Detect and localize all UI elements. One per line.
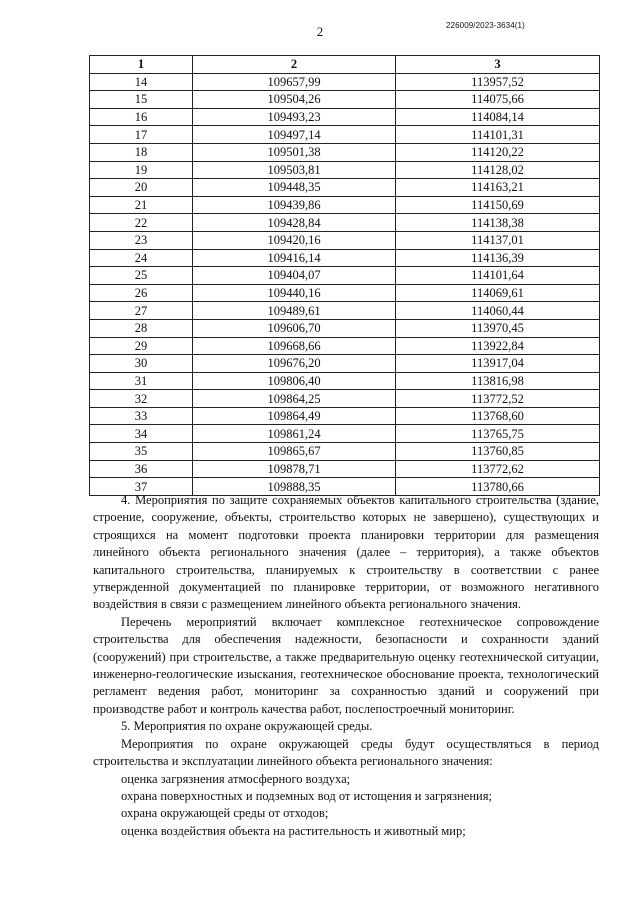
table-row [90, 143, 600, 161]
point-number-cell: 20 [90, 179, 193, 197]
point-number-cell: 19 [90, 161, 193, 179]
x-coordinate-cell: 109865,67 [193, 443, 396, 461]
point-number-cell: 26 [90, 284, 193, 302]
x-coordinate-cell: 109439,86 [193, 196, 396, 214]
x-coordinate-cell: 109864,49 [193, 407, 396, 425]
column-header: 2 [193, 56, 396, 74]
column-header: 3 [396, 56, 600, 74]
point-number-cell: 34 [90, 425, 193, 443]
x-coordinate-cell: 109404,07 [193, 267, 396, 285]
x-coordinate-cell: 109861,24 [193, 425, 396, 443]
point-number-cell: 15 [90, 91, 193, 109]
table-row [90, 355, 600, 373]
point-number-cell: 18 [90, 143, 193, 161]
point-number-cell: 28 [90, 319, 193, 337]
y-coordinate-cell: 114128,02 [396, 161, 600, 179]
x-coordinate-cell: 109676,20 [193, 355, 396, 373]
point-number-cell: 24 [90, 249, 193, 267]
x-coordinate-cell: 109657,99 [193, 73, 396, 91]
point-number-cell: 14 [90, 73, 193, 91]
point-number-cell: 29 [90, 337, 193, 355]
table-row [90, 337, 600, 355]
y-coordinate-cell: 114101,64 [396, 267, 600, 285]
y-coordinate-cell: 113772,62 [396, 460, 600, 478]
x-coordinate-cell: 109420,16 [193, 231, 396, 249]
y-coordinate-cell: 113780,66 [396, 478, 600, 496]
table-row [90, 425, 600, 443]
table-row [90, 231, 600, 249]
point-number-cell: 25 [90, 267, 193, 285]
point-number-cell: 23 [90, 231, 193, 249]
table-row [90, 443, 600, 461]
y-coordinate-cell: 113760,85 [396, 443, 600, 461]
point-number-cell: 21 [90, 196, 193, 214]
x-coordinate-cell: 109668,66 [193, 337, 396, 355]
x-coordinate-cell: 109448,35 [193, 179, 396, 197]
y-coordinate-cell: 114163,21 [396, 179, 600, 197]
y-coordinate-cell: 113765,75 [396, 425, 600, 443]
table-row [90, 196, 600, 214]
y-coordinate-cell: 114150,69 [396, 196, 600, 214]
list-item: оценка загрязнения атмосферного воздуха; [121, 771, 351, 786]
point-number-cell: 30 [90, 355, 193, 373]
point-number-cell: 32 [90, 390, 193, 408]
list-item: охрана окружающей среды от отходов; [121, 806, 329, 821]
table-row [90, 126, 600, 144]
table-row [90, 302, 600, 320]
table-row [90, 460, 600, 478]
point-number-cell: 22 [90, 214, 193, 232]
table-row [90, 284, 600, 302]
y-coordinate-cell: 113816,98 [396, 372, 600, 390]
paragraph-protection-measures: 4. Мероприятия по защите сохраняемых объектов капитального строительства (здание, строение, сооружение, объекты, строительство которых не завершено), существующих и строящихся на момент подготовки проекта планировки территории для размещения линейного объекта регионального значения (далее – территория), а также объектов капитального строительства, планируемых к строительству в соответствии с ранее утвержденной документацией по планировке территории, от возможного негативного воздействия в связи с размещением линейного объекта регионального значения. [93, 493, 599, 612]
point-number-cell: 16 [90, 108, 193, 126]
point-number-cell: 17 [90, 126, 193, 144]
x-coordinate-cell: 109497,14 [193, 126, 396, 144]
table-row [90, 249, 600, 267]
table-header-row [90, 56, 600, 74]
list-item: охрана поверхностных и подземных вод от истощения и загрязнения; [121, 788, 492, 803]
point-number-cell: 31 [90, 372, 193, 390]
y-coordinate-cell: 113922,84 [396, 337, 600, 355]
document-id: 226009/2023-3634(1) [446, 21, 525, 30]
x-coordinate-cell: 109428,84 [193, 214, 396, 232]
y-coordinate-cell: 114084,14 [396, 108, 600, 126]
x-coordinate-cell: 109501,38 [193, 143, 396, 161]
table-row [90, 390, 600, 408]
table-row [90, 179, 600, 197]
coordinates-table [89, 55, 600, 496]
table-row [90, 407, 600, 425]
table-row [90, 73, 600, 91]
y-coordinate-cell: 114075,66 [396, 91, 600, 109]
point-number-cell: 35 [90, 443, 193, 461]
y-coordinate-cell: 113957,52 [396, 73, 600, 91]
paragraph-measures-list: Перечень мероприятий включает комплексное геотехническое сопровождение строительства для обеспечения надежности, безопасности и сохранности зданий (сооружений) при строительстве, а также предварительную оценку геотехнической ситуации, инженерно-геологические изыскания, геотехническое обоснование проекта, технологический регламент ведения работ, мониторинг за сохранностью зданий и сооружений при производстве работ и контроль качества работ, послепостроечный мониторинг. [93, 614, 599, 716]
table-row [90, 319, 600, 337]
y-coordinate-cell: 113772,52 [396, 390, 600, 408]
y-coordinate-cell: 114136,39 [396, 249, 600, 267]
y-coordinate-cell: 114137,01 [396, 231, 600, 249]
table-row [90, 91, 600, 109]
y-coordinate-cell: 114101,31 [396, 126, 600, 144]
point-number-cell: 27 [90, 302, 193, 320]
x-coordinate-cell: 109416,14 [193, 249, 396, 267]
column-header: 1 [90, 56, 193, 74]
table-row [90, 372, 600, 390]
point-number-cell: 37 [90, 478, 193, 496]
y-coordinate-cell: 114060,44 [396, 302, 600, 320]
x-coordinate-cell: 109864,25 [193, 390, 396, 408]
x-coordinate-cell: 109493,23 [193, 108, 396, 126]
y-coordinate-cell: 113768,60 [396, 407, 600, 425]
table-row [90, 267, 600, 285]
page-number: 2 [316, 24, 324, 39]
point-number-cell: 36 [90, 460, 193, 478]
table-row [90, 214, 600, 232]
x-coordinate-cell: 109888,35 [193, 478, 396, 496]
y-coordinate-cell: 114069,61 [396, 284, 600, 302]
point-number-cell: 33 [90, 407, 193, 425]
paragraph-environment-intro: Мероприятия по охране окружающей среды будут осуществляться в период строительства и эксплуатации линейного объекта регионального значения: [93, 736, 599, 769]
x-coordinate-cell: 109503,81 [193, 161, 396, 179]
paragraph-environment-heading: 5. Мероприятия по охране окружающей среды. [121, 719, 373, 734]
y-coordinate-cell: 114120,22 [396, 143, 600, 161]
y-coordinate-cell: 113970,45 [396, 319, 600, 337]
x-coordinate-cell: 109440,16 [193, 284, 396, 302]
document-body [93, 492, 599, 840]
table-body [90, 73, 600, 495]
y-coordinate-cell: 113917,04 [396, 355, 600, 373]
list-item: оценка воздействия объекта на растительность и животный мир; [121, 823, 466, 838]
x-coordinate-cell: 109504,26 [193, 91, 396, 109]
table-row [90, 161, 600, 179]
y-coordinate-cell: 114138,38 [396, 214, 600, 232]
x-coordinate-cell: 109489,61 [193, 302, 396, 320]
x-coordinate-cell: 109606,70 [193, 319, 396, 337]
x-coordinate-cell: 109806,40 [193, 372, 396, 390]
table-row [90, 108, 600, 126]
x-coordinate-cell: 109878,71 [193, 460, 396, 478]
